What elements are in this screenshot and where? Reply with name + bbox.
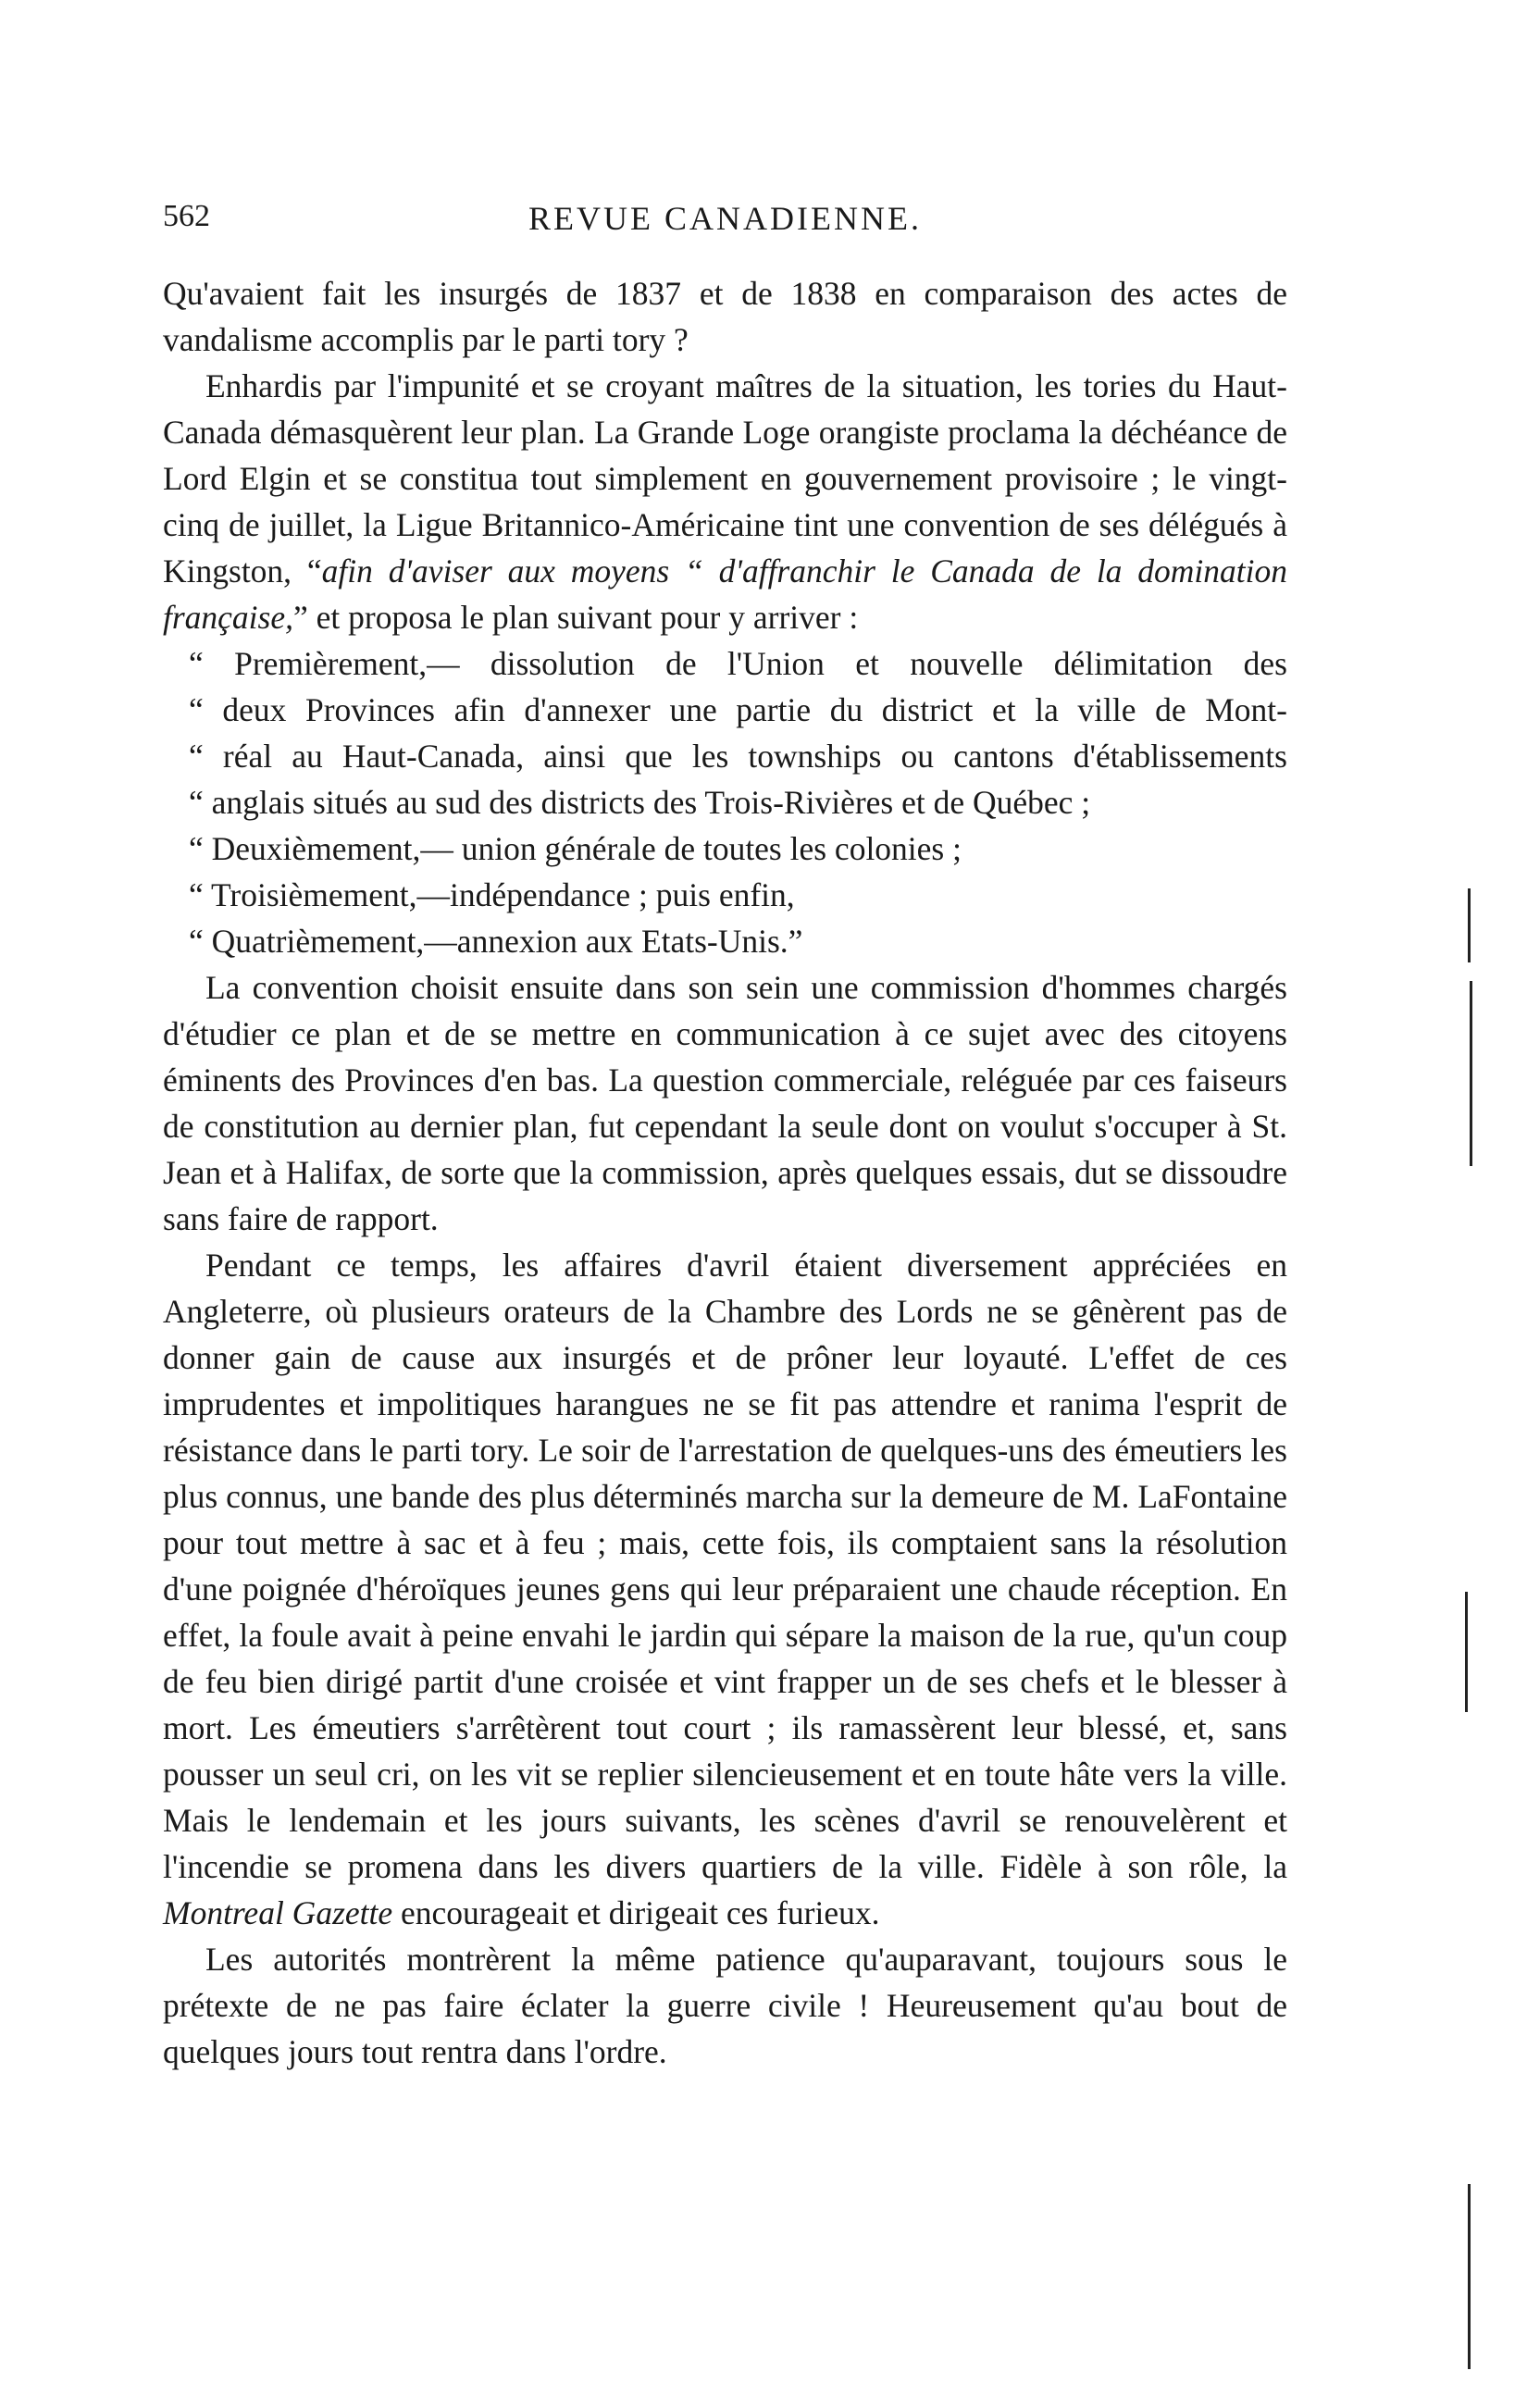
- paragraph-1: Qu'avaient fait les insurgés de 1837 et de 1838 en comparaison des actes de vandalisme accomplis par le parti tory ?: [163, 275, 1287, 358]
- paragraph-4-text-a: Pendant ce temps, les affaires d'avril étaient diversement appréciées en Angleterre, où plusieurs orateurs de la Chambre des Lords ne se gênèrent pas de donner gain de cause aux insurgés et de prôner leur loyauté. L'effet de ces imprudentes et impolitiques harangues ne se fit pas attendre et ranima l'esprit de résistance dans le parti tory. Le soir de l'arrestation de quelques-uns des émeutiers les plus connus, une bande des plus déterminés marcha sur la demeure de M. LaFontaine pour tout mettre à sac et à feu ; mais, cette fois, ils comptaient sans la résolution d'une poignée d'héroïques jeunes gens qui leur préparaient une chaude réception. En effet, la foule avait à peine envahi le jardin qui sépare la maison de la rue, qu'un coup de feu bien dirigé partit d'une croisée et vint frapper un de ses chefs et le blesser à mort. Les émeutiers s'arrêtèrent tout court ; ils ramassèrent leur blessé, et, sans pousser un seul cri, on les vit se replier silencieusement et en toute hâte vers la ville. Mais le lendemain et les jours suivants, les scènes d'avril se renouvelèrent et l'incendie se promena dans les divers quartiers de la ville. Fidèle à son rôle, la: [163, 1247, 1287, 1885]
- paragraph-5: Les autorités montrèrent la même patience qu'auparavant, toujours sous le prétexte de ne pas faire éclater la guerre civile ! Heureusement qu'au bout de quelques jours tout rentra dans l'ordre.: [163, 1941, 1287, 2070]
- quote-line: “ Premièrement,— dissolution de l'Union et nouvelle délimitation des: [189, 645, 1287, 682]
- quote-line: “ Quatrièmement,—annexion aux Etats-Unis.”: [189, 923, 803, 960]
- paragraph-3: La convention choisit ensuite dans son sein une commission d'hommes chargés d'étudier ce plan et de se mettre en communication à ce sujet avec des citoyens éminents des Provinces d'en bas. La question commerciale, reléguée par ces faiseurs de constitution au dernier plan, fut cependant la seule dont on voulut s'occuper à St. Jean et à Halifax, de sorte que la commission, après quelques essais, dut se dissoudre sans faire de rapport.: [163, 969, 1287, 1237]
- paragraph-4-italic: Montreal Gazette: [163, 1894, 393, 1931]
- quote-line: “ réal au Haut-Canada, ainsi que les townships ou cantons d'établissements: [189, 738, 1287, 775]
- body-text: [163, 270, 1287, 2075]
- quote-line: “ Troisièmement,—indépendance ; puis enfin,: [189, 876, 795, 913]
- margin-scan-mark: [1468, 888, 1471, 962]
- paragraph-2-italic: afin d'aviser aux moyens “ d'affranchir le Canada de la domination française,: [163, 552, 1287, 636]
- quoted-plan: [163, 640, 1287, 964]
- journal-title: REVUE CANADIENNE.: [528, 200, 922, 237]
- quote-line: “ Deuxièmement,— union générale de toutes les colonies ;: [189, 830, 962, 867]
- page-number: 562: [163, 199, 210, 233]
- margin-scan-mark: [1468, 2184, 1471, 2369]
- running-head: [163, 199, 1287, 245]
- paragraph-2-text-b: ” et proposa le plan suivant pour y arriver :: [293, 599, 859, 636]
- paragraph-2: [163, 363, 1287, 640]
- margin-scan-mark: [1465, 1592, 1468, 1712]
- paragraph-2-text-a: Enhardis par l'impunité et se croyant maîtres de la situation, les tories du Haut-Canada démasquèrent leur plan. La Grande Loge orangiste proclama la déchéance de Lord Elgin et se constitua tout simplement en gouvernement provisoire ; le vingt-cinq de juillet, la Ligue Britannico-Américaine tint une convention de ses délégués à Kingston, “: [163, 367, 1287, 590]
- quote-line: “ anglais situés au sud des districts des Trois-Rivières et de Québec ;: [189, 784, 1091, 821]
- margin-scan-mark: [1470, 981, 1472, 1166]
- quote-line: “ deux Provinces afin d'annexer une partie du district et la ville de Mont-: [189, 691, 1287, 728]
- paragraph-4-text-b: encourageait et dirigeait ces furieux.: [401, 1894, 880, 1931]
- paragraph-4: [163, 1242, 1287, 1936]
